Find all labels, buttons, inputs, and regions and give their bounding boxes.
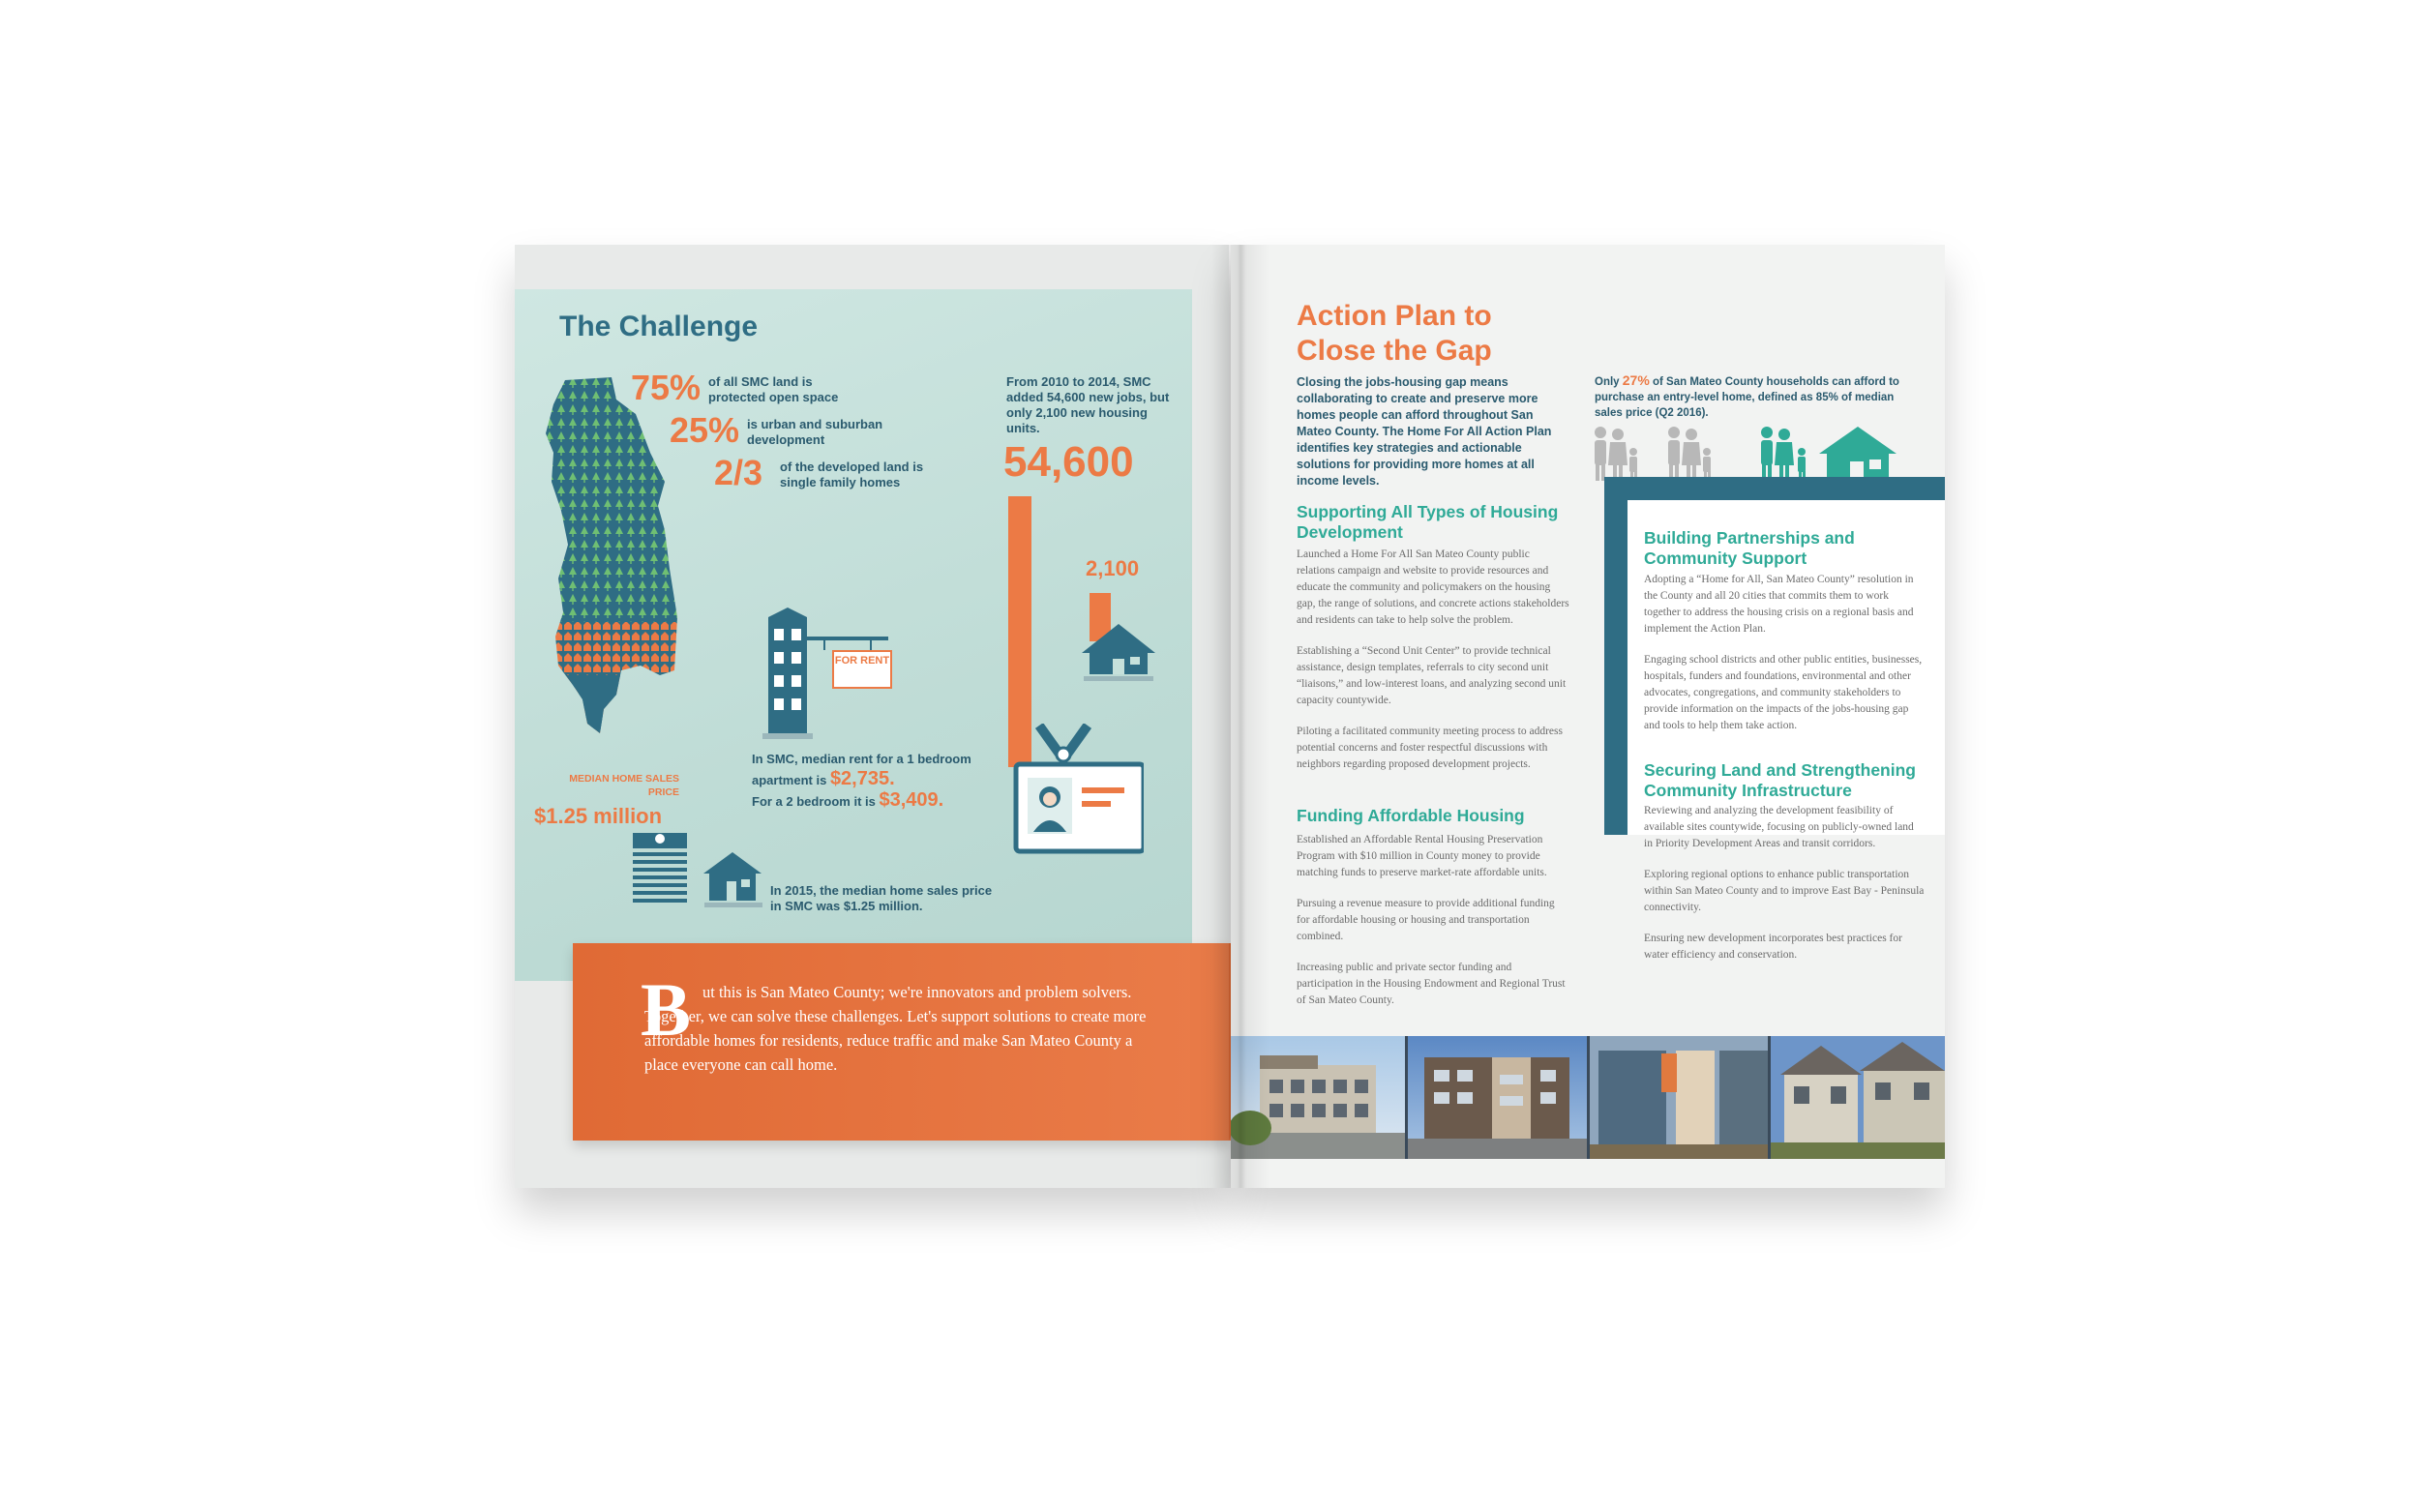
paragraph: Launched a Home For All San Mateo County public relations campaign and website to provide resources and educate the community and policymakers on the housing gap, the range of solutions, and concrete actions stakeholders and residents can take to help solve the problem. — [1297, 548, 1569, 626]
callout-box — [573, 943, 1231, 1141]
afford-text: of San Mateo County households can afford to purchase an entry-level home, defined as 85% of median sales price (Q2 2016). — [1595, 376, 1899, 419]
rent-value: $3,409. — [879, 789, 944, 811]
section-body — [1297, 832, 1569, 1009]
money-stack-icon — [631, 833, 776, 910]
paragraph: Established an Affordable Rental Housing Preservation Program with $10 million in County money to provide matching funds to preserve market-rate affordable units. — [1297, 834, 1547, 878]
id-badge-icon — [999, 724, 1144, 859]
building-photos — [1231, 1036, 1945, 1159]
stat-text: of all SMC land is protected open space — [708, 374, 839, 404]
section-body — [1297, 547, 1569, 773]
left-page — [515, 245, 1229, 1188]
for-rent-sign: FOR RENT — [832, 650, 892, 689]
intro-text: Closing the jobs-housing gap means collaborating to create and preserve more homes people can afford throughout San Mateo County. The Home For All Action Plan identifies key strategies and actionable solutions for providing more homes at all income levels. — [1297, 375, 1552, 488]
housing-value: 2,100 — [1086, 556, 1140, 580]
afford-pct: 27% — [1622, 372, 1650, 388]
brochure-spread — [515, 245, 1945, 1188]
section-heading: Securing Land and Strengthening Community Infrastructure — [1644, 760, 1916, 800]
stat-text: is urban and suburban development — [747, 417, 883, 447]
page-title: The Challenge — [559, 311, 759, 342]
jobs-value: 54,600 — [1003, 438, 1134, 486]
callout-text: ut this is San Mateo County; we're innovators and problem solvers. Together, we can solve these challenges. Let's support solutions to create more affordable homes for residents, reduce traffic and make San Mateo County a place everyone can call home. — [644, 983, 1147, 1074]
rent-value: $2,735. — [829, 768, 895, 789]
paragraph: Pursuing a revenue measure to provide additional funding for affordable housing or housing and transportation combined. — [1297, 898, 1555, 942]
jobs-note: From 2010 to 2014, SMC added 54,600 new jobs, but only 2,100 new housing units. — [1006, 374, 1170, 435]
right-page — [1231, 245, 1945, 1188]
stat-row — [670, 410, 921, 450]
paragraph: Piloting a facilitated community meeting process to address potential concerns and foster respectful discussions with neighbors regarding proposed development projects. — [1297, 726, 1563, 770]
frame-top — [1604, 477, 1945, 500]
house-icon — [1078, 622, 1159, 682]
stat-value: 25% — [670, 410, 740, 450]
section-heading: Supporting All Types of Housing Development — [1297, 502, 1559, 542]
spine-shadow — [1211, 245, 1269, 1188]
paragraph: Exploring regional options to enhance public transportation within San Mateo County and to improve East Bay - Peninsula connectivity. — [1644, 869, 1925, 913]
paragraph: Increasing public and private sector funding and participation in the Housing Endowment and Regional Trust of San Mateo County. — [1297, 962, 1566, 1006]
rent-text: For a 2 bedroom it is — [752, 794, 876, 809]
rent-text: In SMC, median rent for a 1 bedroom apartment is — [752, 752, 971, 787]
section-heading: Funding Affordable Housing — [1297, 806, 1525, 825]
paragraph: Reviewing and analyzing the development feasibility of available sites countywide, focusing on publicly-owned land in Priority Development Areas and transit corridors. — [1644, 805, 1914, 849]
frame-side — [1604, 477, 1628, 835]
stat-value: 75% — [631, 368, 702, 407]
afford-note — [1595, 372, 1924, 421]
median-label: MEDIAN HOME SALES PRICE — [569, 773, 679, 798]
county-map-icon — [544, 375, 679, 738]
paragraph: Engaging school districts and other public entities, businesses, hospitals, funders and foundations, environmental and other advocates, congregations, and community stakeholders to provide information on the impacts of the jobs-housing gap and tools to help them take action. — [1644, 654, 1923, 731]
rent-info — [752, 750, 984, 812]
section-body — [1644, 803, 1925, 964]
page-title: Action Plan to Close the Gap — [1297, 300, 1492, 367]
paragraph: Ensuring new development incorporates best practices for water efficiency and conservation. — [1644, 933, 1902, 961]
drop-cap: B — [641, 967, 692, 1052]
stat-row — [714, 453, 966, 492]
paragraph: Adopting a “Home for All, San Mateo County” resolution in the County and all 20 cities that commits them to work together to address the housing crisis on a regional basis and implement the Action Plan. — [1644, 574, 1914, 635]
section-heading: Building Partnerships and Community Support — [1644, 528, 1855, 568]
median-note: In 2015, the median home sales price in SMC was $1.25 million. — [770, 883, 993, 913]
paragraph: Establishing a “Second Unit Center” to provide technical assistance, design templates, referrals to city second unit “liaisons,” and low-interest loans, and analyzing second unit capacity countywide. — [1297, 645, 1567, 706]
stat-text: of the developed land is single family homes — [780, 460, 924, 489]
stat-row — [631, 368, 882, 407]
section-body — [1644, 572, 1925, 734]
photo-strip — [1231, 1036, 1945, 1159]
median-value: $1.25 million — [534, 804, 663, 828]
stat-value: 2/3 — [714, 453, 763, 492]
afford-prefix: Only — [1595, 376, 1620, 388]
